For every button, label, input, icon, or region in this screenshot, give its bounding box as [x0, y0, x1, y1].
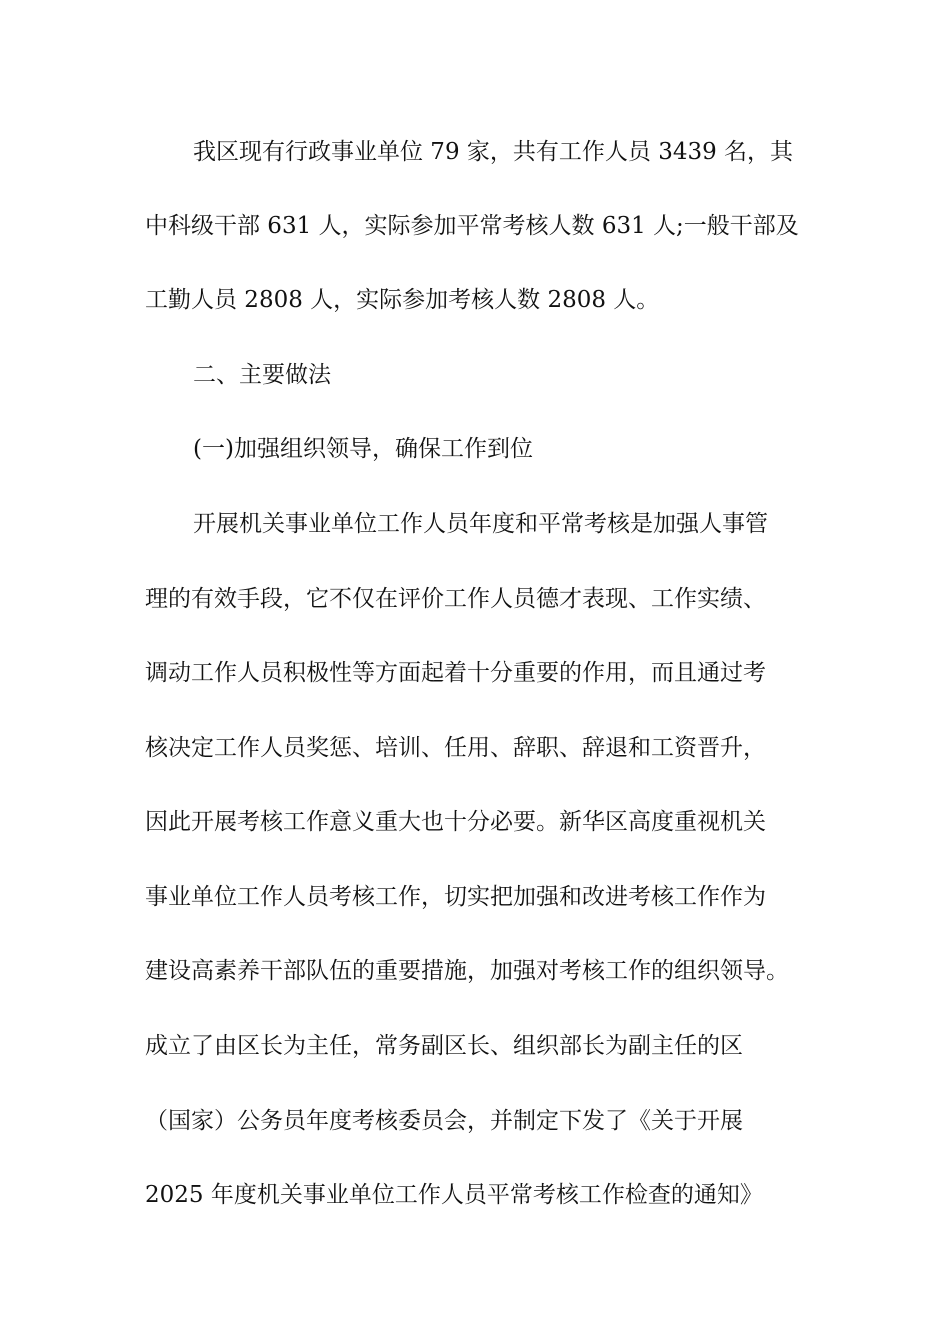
paragraph-line: 工勤人员 2808 人，实际参加考核人数 2808 人。 — [145, 287, 660, 313]
section-heading: 二、主要做法 — [193, 362, 331, 388]
paragraph-line: （国家）公务员年度考核委员会，并制定下发了《关于开展 — [145, 1108, 743, 1134]
paragraph-line: 建设高素养干部队伍的重要措施，加强对考核工作的组织领导。 — [145, 958, 789, 984]
paragraph-line: 调动工作人员积极性等方面起着十分重要的作用，而且通过考 — [145, 660, 766, 686]
subsection-heading: (一)加强组织领导，确保工作到位 — [193, 436, 533, 462]
paragraph-line: 成立了由区长为主任，常务副区长、组织部长为副主任的区 — [145, 1033, 743, 1059]
paragraph-line: 我区现有行政事业单位 79 家，共有工作人员 3439 名，其 — [193, 139, 794, 165]
paragraph-line: 2025 年度机关事业单位工作人员平常考核工作检查的通知》 — [145, 1182, 763, 1208]
paragraph-line: 事业单位工作人员考核工作，切实把加强和改进考核工作作为 — [145, 884, 766, 910]
paragraph-line: 中科级干部 631 人，实际参加平常考核人数 631 人;一般干部及 — [145, 213, 799, 239]
paragraph-line: 核决定工作人员奖惩、培训、任用、辞职、辞退和工资晋升， — [145, 735, 766, 761]
paragraph-line: 理的有效手段，它不仅在评价工作人员德才表现、工作实绩、 — [145, 586, 766, 612]
paragraph-line: 开展机关事业单位工作人员年度和平常考核是加强人事管 — [193, 511, 768, 537]
paragraph-line: 因此开展考核工作意义重大也十分必要。新华区高度重视机关 — [145, 809, 766, 835]
